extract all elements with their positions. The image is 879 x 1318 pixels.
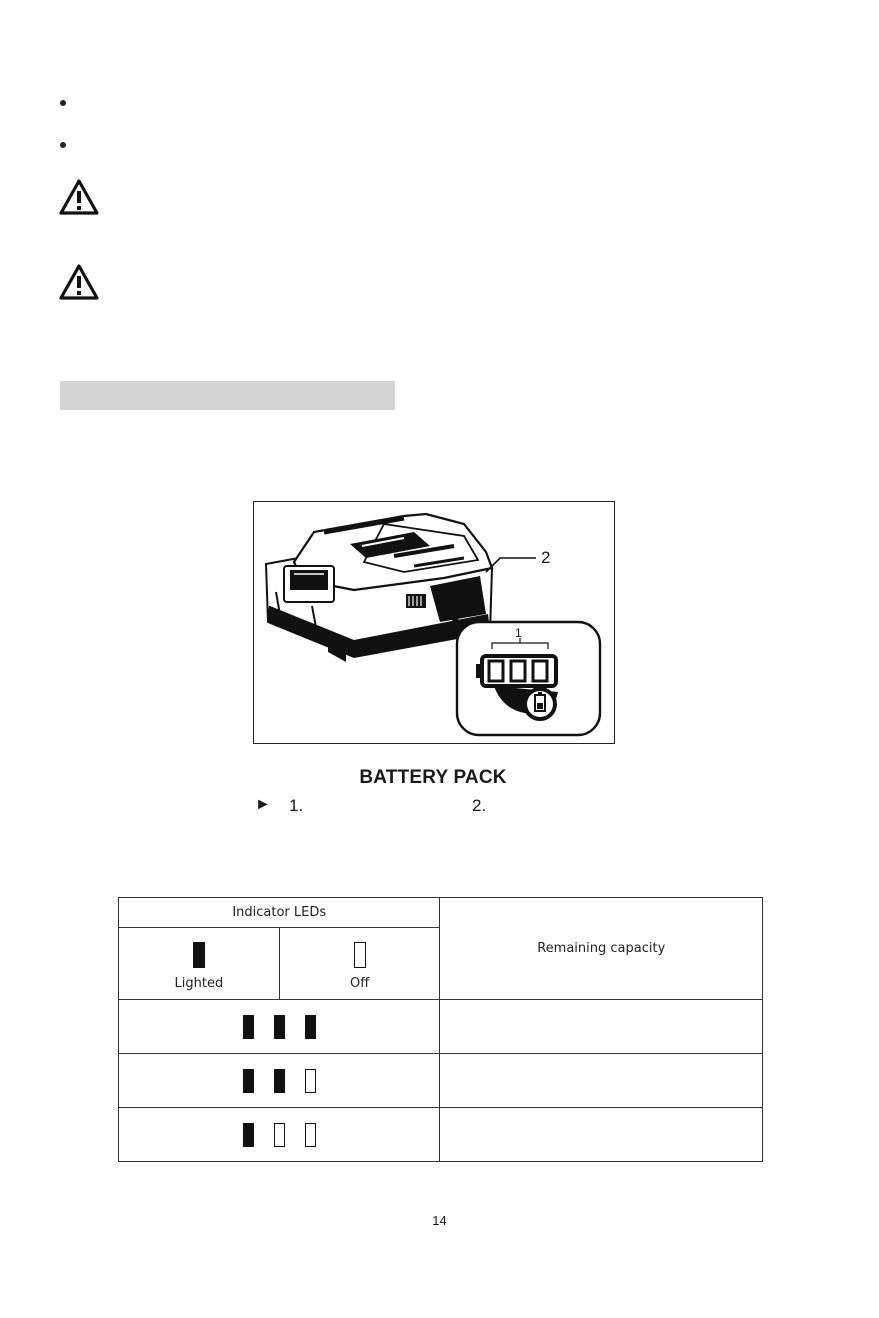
- warning-icon: [58, 263, 100, 301]
- led-off: [305, 1123, 316, 1147]
- table-row: [119, 1000, 763, 1054]
- off-led-sample: [354, 942, 366, 968]
- led-pattern-cell: [119, 1054, 440, 1108]
- led-off: [305, 1069, 316, 1093]
- led-lighted: [243, 1123, 254, 1147]
- callout-1-label: 1: [515, 626, 522, 640]
- legend-item-2: 2.: [472, 796, 487, 815]
- page-number: 14: [432, 1213, 447, 1228]
- off-label: Off: [350, 976, 370, 991]
- lighted-legend-cell: [119, 928, 280, 1000]
- capacity-cell: [440, 1054, 763, 1108]
- figure-caption: BATTERY PACK: [359, 767, 507, 788]
- remaining-capacity-header: Remaining capacity: [440, 898, 763, 1000]
- led-pattern-cell: [119, 1000, 440, 1054]
- table-row: [119, 1054, 763, 1108]
- led-pattern-cell: [119, 1108, 440, 1162]
- bullet-point: [60, 100, 66, 106]
- figure-legend: [255, 796, 655, 820]
- led-off: [274, 1123, 285, 1147]
- lighted-led-sample: [193, 942, 205, 968]
- off-legend-cell: [279, 928, 440, 1000]
- led-lighted: [243, 1069, 254, 1093]
- battery-pack-figure: [253, 501, 615, 744]
- warning-icon: [58, 178, 100, 216]
- legend-item-1: 1.: [289, 796, 304, 815]
- legend-marker: ►: [255, 796, 271, 813]
- led-capacity-table: [118, 897, 763, 1162]
- callout-2-label: 2: [541, 548, 551, 567]
- indicator-leds-header: Indicator LEDs: [119, 898, 440, 928]
- lighted-label: Lighted: [174, 976, 224, 991]
- capacity-cell: [440, 1108, 763, 1162]
- capacity-cell: [440, 1000, 763, 1054]
- section-heading-bar: [60, 381, 395, 410]
- led-lighted: [274, 1015, 285, 1039]
- led-lighted: [305, 1015, 316, 1039]
- bullet-point: [60, 142, 66, 148]
- battery-pack-illustration: [254, 502, 614, 743]
- led-lighted: [274, 1069, 285, 1093]
- table-row: [119, 1108, 763, 1162]
- led-lighted: [243, 1015, 254, 1039]
